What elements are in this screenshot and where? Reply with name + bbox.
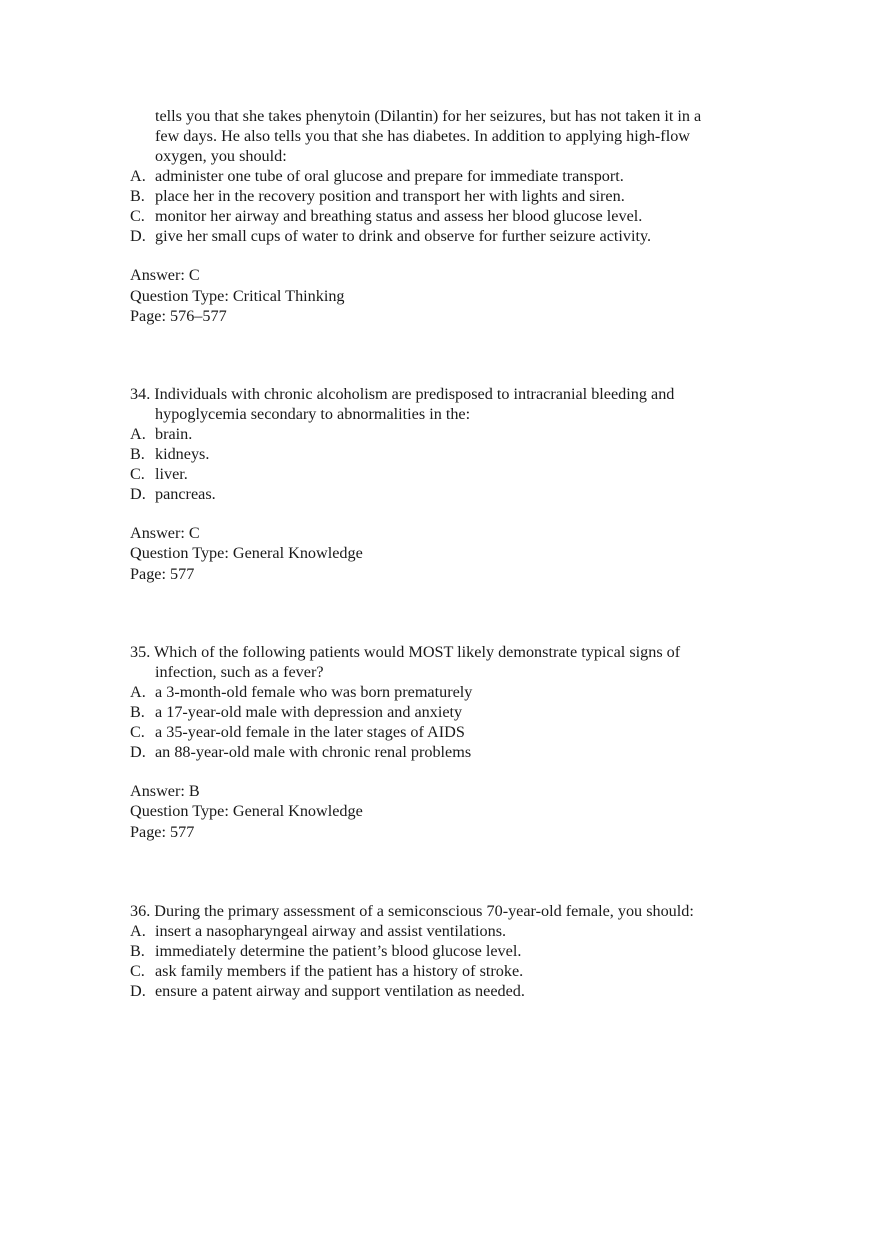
option-text: place her in the recovery position and transport her with lights and siren. xyxy=(155,187,625,205)
option-letter: B. xyxy=(130,703,145,721)
option-text: insert a nasopharyngeal airway and assist ventilations. xyxy=(155,922,507,940)
option-text: an 88-year-old male with chronic renal problems xyxy=(155,743,472,761)
option-text: kidneys. xyxy=(155,445,210,463)
option-text: administer one tube of oral glucose and prepare for immediate transport. xyxy=(155,167,624,185)
option-text: liver. xyxy=(155,465,188,483)
option-letter: C. xyxy=(130,207,145,225)
option-letter: A. xyxy=(130,683,146,701)
question-stem-line: 34. Individuals with chronic alcoholism are predisposed to intracranial bleeding and xyxy=(130,385,675,403)
option-text: brain. xyxy=(155,425,193,443)
question-stem-line: oxygen, you should: xyxy=(155,147,287,165)
page-reference: Page: 577 xyxy=(130,823,195,841)
page-reference: Page: 577 xyxy=(130,565,195,583)
page-reference: Page: 576–577 xyxy=(130,307,227,325)
option-letter: B. xyxy=(130,445,145,463)
option-letter: C. xyxy=(130,465,145,483)
question-stem-line: 35. Which of the following patients would MOST likely demonstrate typical signs of xyxy=(130,643,681,661)
option-letter: B. xyxy=(130,942,145,960)
answer-key: Answer: C xyxy=(130,266,200,284)
answer-key: Answer: B xyxy=(130,782,200,800)
option-letter: A. xyxy=(130,425,146,443)
option-letter: D. xyxy=(130,227,146,245)
option-letter: D. xyxy=(130,743,146,761)
question-stem-line: tells you that she takes phenytoin (Dilantin) for her seizures, but has not taken it in a xyxy=(155,107,702,125)
option-letter: B. xyxy=(130,187,145,205)
option-text: pancreas. xyxy=(155,485,216,503)
question-stem-line: infection, such as a fever? xyxy=(155,663,324,681)
question-type: Question Type: General Knowledge xyxy=(130,544,363,562)
answer-key: Answer: C xyxy=(130,524,200,542)
option-letter: C. xyxy=(130,723,145,741)
option-text: ensure a patent airway and support ventilation as needed. xyxy=(155,982,525,1000)
option-letter: C. xyxy=(130,962,145,980)
option-text: immediately determine the patient’s blood glucose level. xyxy=(155,942,522,960)
option-letter: D. xyxy=(130,485,146,503)
option-text: monitor her airway and breathing status and assess her blood glucose level. xyxy=(155,207,643,225)
question-stem-line: few days. He also tells you that she has diabetes. In addition to applying high-flow xyxy=(155,127,690,145)
option-text: give her small cups of water to drink and observe for further seizure activity. xyxy=(155,227,652,245)
option-text: a 3-month-old female who was born prematurely xyxy=(155,683,473,701)
option-text: a 17-year-old male with depression and anxiety xyxy=(155,703,463,721)
option-letter: A. xyxy=(130,922,146,940)
option-letter: A. xyxy=(130,167,146,185)
option-letter: D. xyxy=(130,982,146,1000)
question-type: Question Type: General Knowledge xyxy=(130,802,363,820)
question-stem-line: hypoglycemia secondary to abnormalities in the: xyxy=(155,405,471,423)
option-text: ask family members if the patient has a history of stroke. xyxy=(155,962,524,980)
question-stem-line: 36. During the primary assessment of a semiconscious 70-year-old female, you should: xyxy=(130,902,694,920)
option-text: a 35-year-old female in the later stages of AIDS xyxy=(155,723,465,741)
question-type: Question Type: Critical Thinking xyxy=(130,287,345,305)
